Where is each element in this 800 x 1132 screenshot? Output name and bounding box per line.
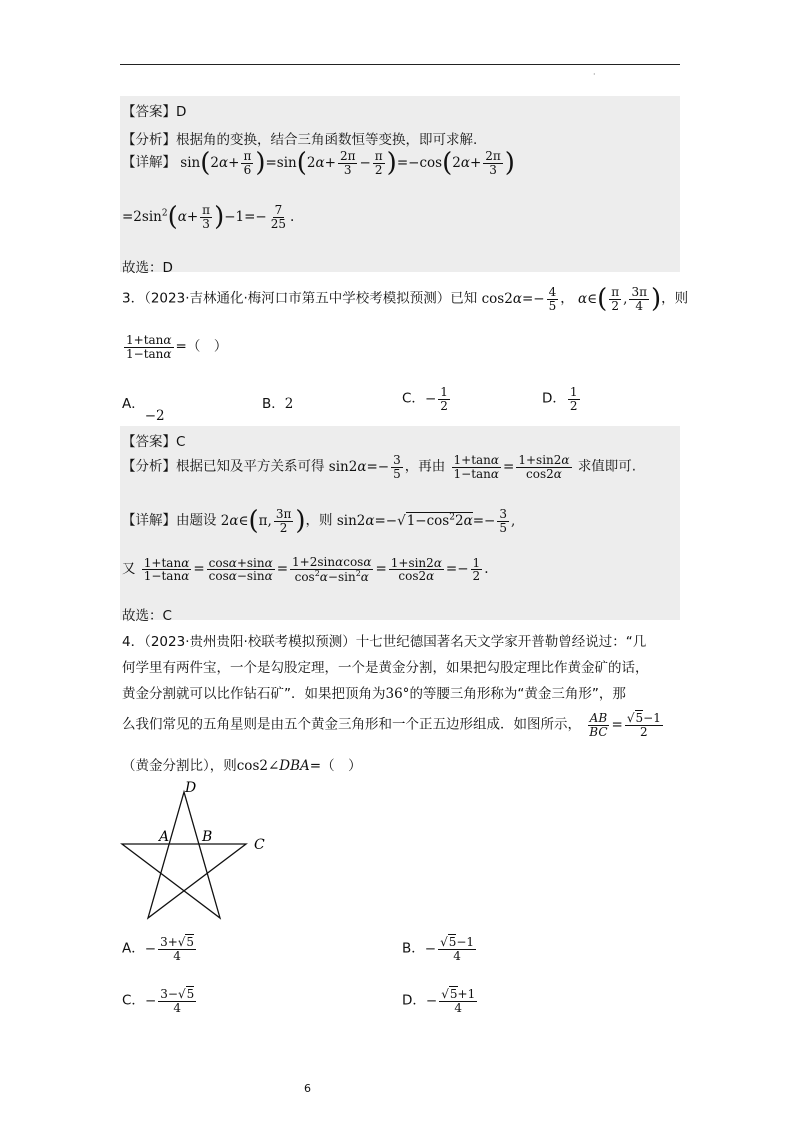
- q3-option-a: [122, 392, 165, 424]
- q3-detail-formula-3: $\frac{1+\tan\alpha}{1-\tan\alpha}$ = $\frac{\cos\alpha+\sin\alpha}{\cos\alpha-\sin\alpha}$ = $\frac{1+2\sin\alpha\cos\alpha}{\cos^2\alpha-\sin^2\alpha}$ = $\frac{1+\sin 2\alpha}{\cos 2\alpha}$ =− $\frac{1}{2}$ .: [143, 555, 489, 584]
- q3-option-b: [262, 392, 293, 412]
- label-C: C: [254, 837, 265, 853]
- q3-answer-line: [122, 430, 185, 450]
- q3-detail-formula-1: 2α∈(π, $\frac{3\pi}{2}$ ): [220, 506, 306, 537]
- label-D: D: [185, 780, 197, 796]
- q3-detail-line-2: [122, 556, 488, 583]
- analysis-post: 求值即可.: [577, 458, 637, 475]
- q3-analysis-formula-1: sin2α=− $\frac{3}{5}$: [328, 453, 401, 481]
- option-value: − $\frac{3-√5}{4}$: [144, 987, 195, 1015]
- q4-number: 4．: [122, 634, 145, 650]
- q4-option-c: [122, 988, 198, 1014]
- q3-option-d: [542, 386, 582, 412]
- page-number: 6: [304, 1082, 311, 1095]
- option-label: A．: [122, 940, 145, 957]
- detail-pre: 由题设: [176, 512, 217, 529]
- q3-analysis-formula-2: $\frac{1+\tan\alpha}{1-\tan\alpha}$ = $\frac{1+\sin 2\alpha}{\cos 2\alpha}$: [453, 453, 570, 481]
- detail-label: 【详解】: [122, 512, 176, 529]
- q3-stem-line-1: [122, 284, 689, 315]
- q4-line-5: [122, 754, 362, 774]
- q4-golden-ratio: $\frac{AB}{BC}$ = $\frac{√5-1}{2}$: [589, 711, 661, 739]
- q4-line-1-text: 十七世纪德国著名天文学家开普勒曾经说过：“几: [355, 634, 647, 650]
- q4-option-a: [122, 936, 198, 962]
- q3-conclusion: 故选：C: [122, 608, 172, 624]
- detail-2-pre: 又: [122, 561, 136, 578]
- option-label: A．: [122, 396, 145, 412]
- q3-stem-line-2: [122, 334, 227, 360]
- q2-detail-line-1: [122, 148, 515, 179]
- label-A: A: [159, 829, 170, 845]
- answer-label: 【答案】: [122, 434, 176, 450]
- option-value: − $\frac{1}{2}$: [424, 385, 448, 413]
- q3-source: （2023·吉林通化·梅河口市第五中学校考模拟预测）: [144, 290, 451, 307]
- q2-detail-formula-1: sin(2α+ $\frac{\pi}{6}$ )=sin(2α+ $\frac{2\pi}{3}$ − $\frac{\pi}{2}$ )=−cos(2α+ $\frac{2\pi}{3}$ ): [180, 148, 515, 179]
- pentagram-star: [122, 792, 246, 918]
- q4-target-expression: cos2∠DBA: [236, 758, 310, 774]
- q4-line-5-pre: （黄金分割比），则: [122, 758, 237, 774]
- analysis-pre: 根据已知及平方关系可得: [176, 458, 325, 475]
- q3-stem-prefix: 已知: [450, 290, 478, 307]
- option-label: C．: [402, 390, 425, 407]
- q3-stem-mid: ，: [560, 290, 574, 307]
- q2-detail-line-2: [122, 202, 295, 233]
- q4-line-4: [122, 712, 665, 738]
- option-value: 2: [284, 396, 294, 412]
- q2-conclusion: 故选：D: [122, 260, 173, 276]
- q4-option-d: [402, 988, 479, 1014]
- option-value: −2: [144, 408, 165, 424]
- analysis-label: 【分析】: [122, 458, 176, 475]
- q4-option-b: [402, 936, 478, 962]
- q4-line-3: [122, 682, 626, 702]
- answer-label: 【答案】: [122, 104, 176, 120]
- option-label: C．: [122, 992, 145, 1009]
- analysis-text: 根据角的变换，结合三角函数恒等变换，即可求解.: [176, 132, 478, 148]
- analysis-label: 【分析】: [122, 132, 176, 148]
- q2-answer-line: [122, 100, 186, 120]
- q3-analysis-line: [122, 454, 636, 480]
- answer-value: D: [176, 104, 187, 120]
- option-label: B．: [262, 396, 285, 412]
- option-value: $\frac{1}{2}$: [569, 385, 578, 413]
- detail-label: 【详解】: [122, 154, 176, 171]
- q3-given-range: α∈( $\frac{\pi}{2}$ , $\frac{3\pi}{4}$ ): [578, 284, 662, 315]
- q3-detail-line-1: [122, 506, 516, 537]
- option-label: B．: [402, 940, 425, 957]
- q4-source: （2023·贵州贵阳·校联考模拟预测）: [144, 634, 356, 650]
- pentagram-figure: [118, 778, 288, 922]
- answer-value: C: [176, 434, 186, 450]
- q3-stem-end: =（ ）: [175, 338, 228, 355]
- q4-line-1: [122, 630, 646, 650]
- q4-apex-angle: 36°: [385, 686, 410, 702]
- label-B: B: [202, 829, 213, 845]
- q3-number: 3．: [122, 290, 145, 307]
- q4-line-3-post: 的等腰三角形称为“黄金三角形”，那: [409, 686, 626, 702]
- header-rule: [120, 64, 680, 65]
- q3-given-cos: cos2α=− $\frac{4}{5}$: [481, 285, 557, 313]
- q3-detail-formula-2: $\sin 2\alpha=-√1-\cos^22\alpha=-$ $\frac{3}{5}$ ,: [336, 507, 516, 535]
- q2-analysis-line: [122, 128, 477, 148]
- option-label: D．: [542, 390, 566, 407]
- option-value: − $\frac{3+√5}{4}$: [144, 935, 195, 963]
- analysis-mid: ，再由: [404, 458, 446, 475]
- option-value: − $\frac{√5-1}{4}$: [424, 935, 475, 963]
- q3-target-expression: $\frac{1+\tan\alpha}{1-\tan\alpha}$: [126, 333, 172, 361]
- detail-mid: ，则: [305, 512, 333, 529]
- q3-option-c: [402, 386, 452, 412]
- q4-line-3-pre: 黄金分割就可以比作钻石矿”．如果把顶角为: [122, 686, 386, 702]
- q2-answer-block: [120, 96, 680, 272]
- q4-line-2: 何学里有两件宝，一个是勾股定理，一个是黄金分割，如果把勾股定理比作黄金矿的话，: [122, 660, 649, 676]
- header-mark: ·: [593, 70, 596, 79]
- option-value: − $\frac{√5+1}{4}$: [425, 987, 476, 1015]
- q4-line-4-text: 么我们常见的五角星则是由五个黄金三角形和一个正五边形组成．如图所示，: [122, 716, 581, 733]
- option-label: D．: [402, 992, 426, 1009]
- q4-line-5-post: =（ ）: [309, 758, 362, 774]
- q3-stem-suffix: ，则: [661, 290, 689, 307]
- q2-detail-formula-2: $=2\sin^2(\alpha+$ $\frac{\pi}{3}$ )−1=− $\frac{7}{25}$ .: [122, 202, 295, 233]
